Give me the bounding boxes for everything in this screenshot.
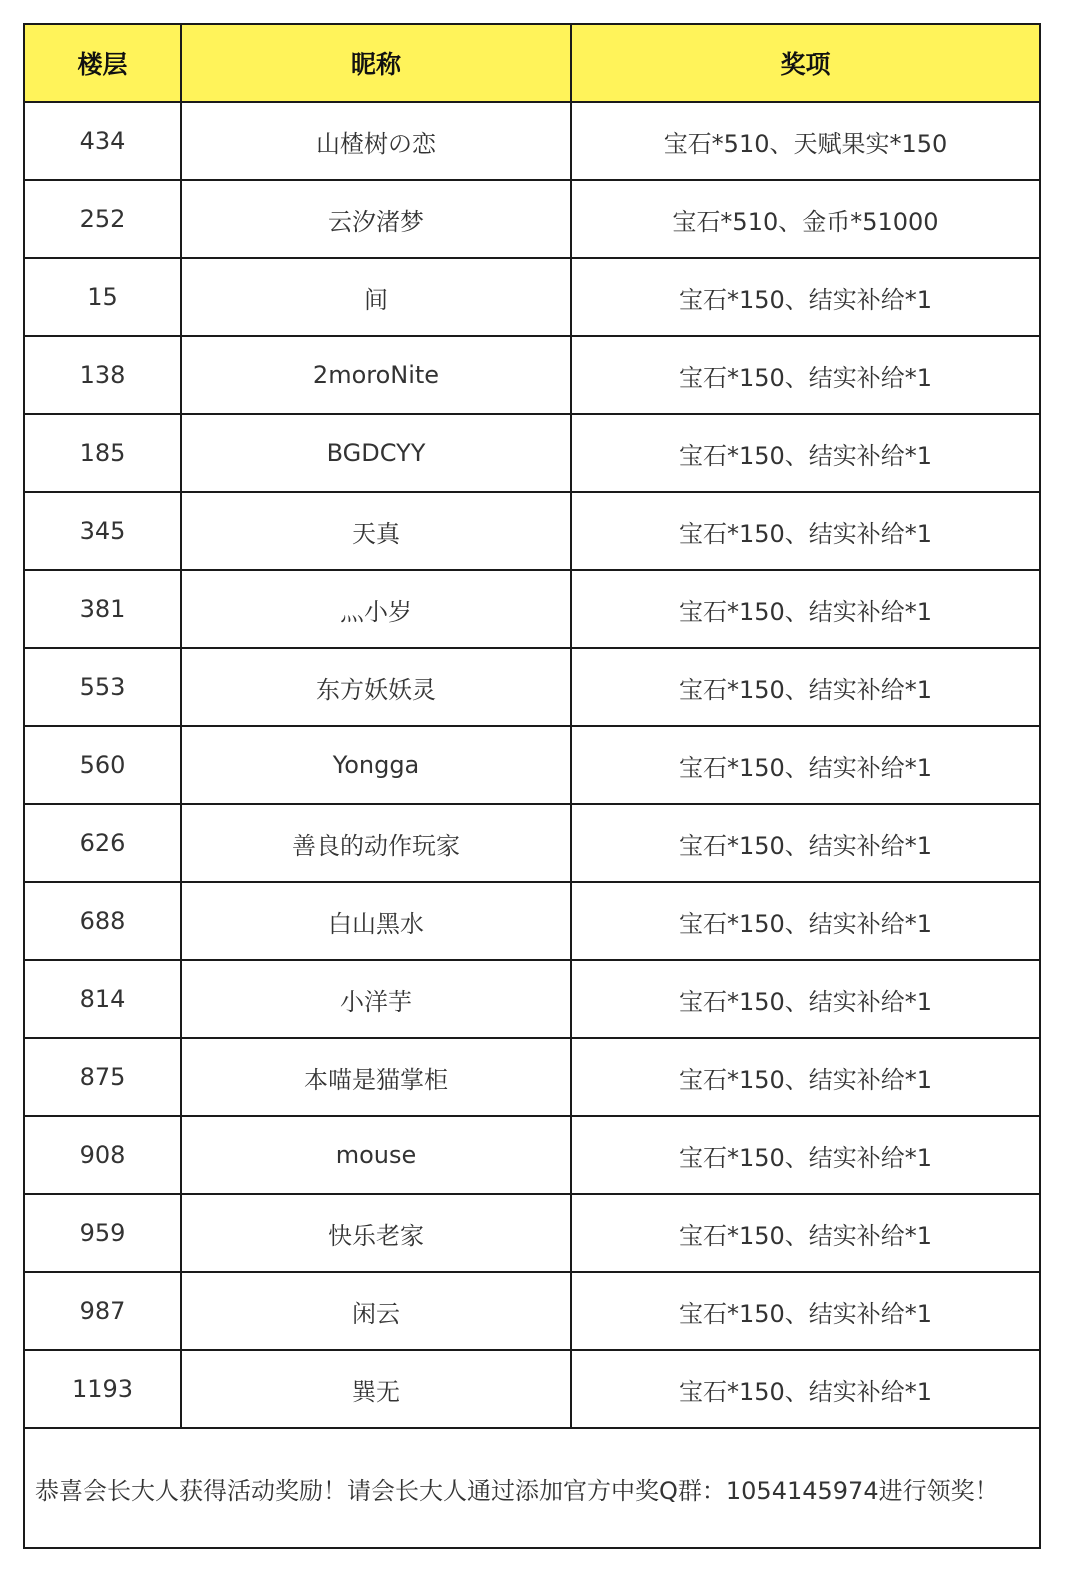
cell-floor: 138 <box>24 336 181 414</box>
cell-prize: 宝石*150、结实补给*1 <box>571 1116 1040 1194</box>
cell-nickname: 快乐老家 <box>181 1194 571 1272</box>
cell-prize: 宝石*150、结实补给*1 <box>571 726 1040 804</box>
cell-prize: 宝石*150、结实补给*1 <box>571 1350 1040 1428</box>
cell-prize: 宝石*150、结实补给*1 <box>571 804 1040 882</box>
cell-nickname: Yongga <box>181 726 571 804</box>
cell-prize: 宝石*150、结实补给*1 <box>571 258 1040 336</box>
table-row <box>24 648 1040 726</box>
table-footer <box>24 1428 1040 1548</box>
cell-nickname: 天真 <box>181 492 571 570</box>
cell-floor: 560 <box>24 726 181 804</box>
cell-nickname: 山楂树の恋 <box>181 102 571 180</box>
table-row <box>24 882 1040 960</box>
header-prize: 奖项 <box>571 24 1040 102</box>
table-row <box>24 336 1040 414</box>
cell-floor: 252 <box>24 180 181 258</box>
cell-prize: 宝石*150、结实补给*1 <box>571 492 1040 570</box>
table-body <box>24 102 1040 1428</box>
cell-nickname: 白山黑水 <box>181 882 571 960</box>
table-row <box>24 1272 1040 1350</box>
cell-prize: 宝石*150、结实补给*1 <box>571 1194 1040 1272</box>
cell-prize: 宝石*150、结实补给*1 <box>571 414 1040 492</box>
table-row <box>24 960 1040 1038</box>
table-row <box>24 1116 1040 1194</box>
footer-row <box>24 1428 1040 1548</box>
cell-prize: 宝石*150、结实补给*1 <box>571 570 1040 648</box>
cell-prize: 宝石*150、结实补给*1 <box>571 960 1040 1038</box>
cell-floor: 814 <box>24 960 181 1038</box>
winners-table <box>23 23 1041 1549</box>
cell-nickname: 小洋芋 <box>181 960 571 1038</box>
cell-nickname: 云汐渚梦 <box>181 180 571 258</box>
header-nickname: 昵称 <box>181 24 571 102</box>
cell-prize: 宝石*150、结实补给*1 <box>571 648 1040 726</box>
table-row <box>24 102 1040 180</box>
cell-nickname: 闲云 <box>181 1272 571 1350</box>
header-floor: 楼层 <box>24 24 181 102</box>
cell-nickname: 东方妖妖灵 <box>181 648 571 726</box>
cell-floor: 688 <box>24 882 181 960</box>
cell-floor: 875 <box>24 1038 181 1116</box>
cell-floor: 15 <box>24 258 181 336</box>
table-row <box>24 258 1040 336</box>
cell-floor: 381 <box>24 570 181 648</box>
cell-prize: 宝石*150、结实补给*1 <box>571 1272 1040 1350</box>
cell-floor: 959 <box>24 1194 181 1272</box>
footer-notice: 恭喜会长大人获得活动奖励！请会长大人通过添加官方中奖Q群：1054145974进行领奖！ <box>24 1428 1040 1548</box>
cell-nickname: BGDCYY <box>181 414 571 492</box>
cell-floor: 908 <box>24 1116 181 1194</box>
cell-prize: 宝石*150、结实补给*1 <box>571 882 1040 960</box>
cell-floor: 987 <box>24 1272 181 1350</box>
cell-floor: 345 <box>24 492 181 570</box>
cell-floor: 626 <box>24 804 181 882</box>
table-row <box>24 1350 1040 1428</box>
table-row <box>24 570 1040 648</box>
cell-nickname: mouse <box>181 1116 571 1194</box>
header-row <box>24 24 1040 102</box>
cell-prize: 宝石*510、金币*51000 <box>571 180 1040 258</box>
cell-floor: 434 <box>24 102 181 180</box>
cell-floor: 185 <box>24 414 181 492</box>
cell-nickname: 巽无 <box>181 1350 571 1428</box>
cell-nickname: 间 <box>181 258 571 336</box>
cell-nickname: 2moroNite <box>181 336 571 414</box>
cell-prize: 宝石*150、结实补给*1 <box>571 336 1040 414</box>
table-row <box>24 1194 1040 1272</box>
table-row <box>24 804 1040 882</box>
cell-nickname: 善良的动作玩家 <box>181 804 571 882</box>
table-header <box>24 24 1040 102</box>
table-row <box>24 492 1040 570</box>
cell-nickname: 本喵是猫掌柜 <box>181 1038 571 1116</box>
cell-prize: 宝石*150、结实补给*1 <box>571 1038 1040 1116</box>
cell-prize: 宝石*510、天赋果实*150 <box>571 102 1040 180</box>
table-row <box>24 180 1040 258</box>
table-row <box>24 414 1040 492</box>
cell-nickname: 灬小岁 <box>181 570 571 648</box>
table-row <box>24 1038 1040 1116</box>
cell-floor: 553 <box>24 648 181 726</box>
cell-floor: 1193 <box>24 1350 181 1428</box>
table-row <box>24 726 1040 804</box>
